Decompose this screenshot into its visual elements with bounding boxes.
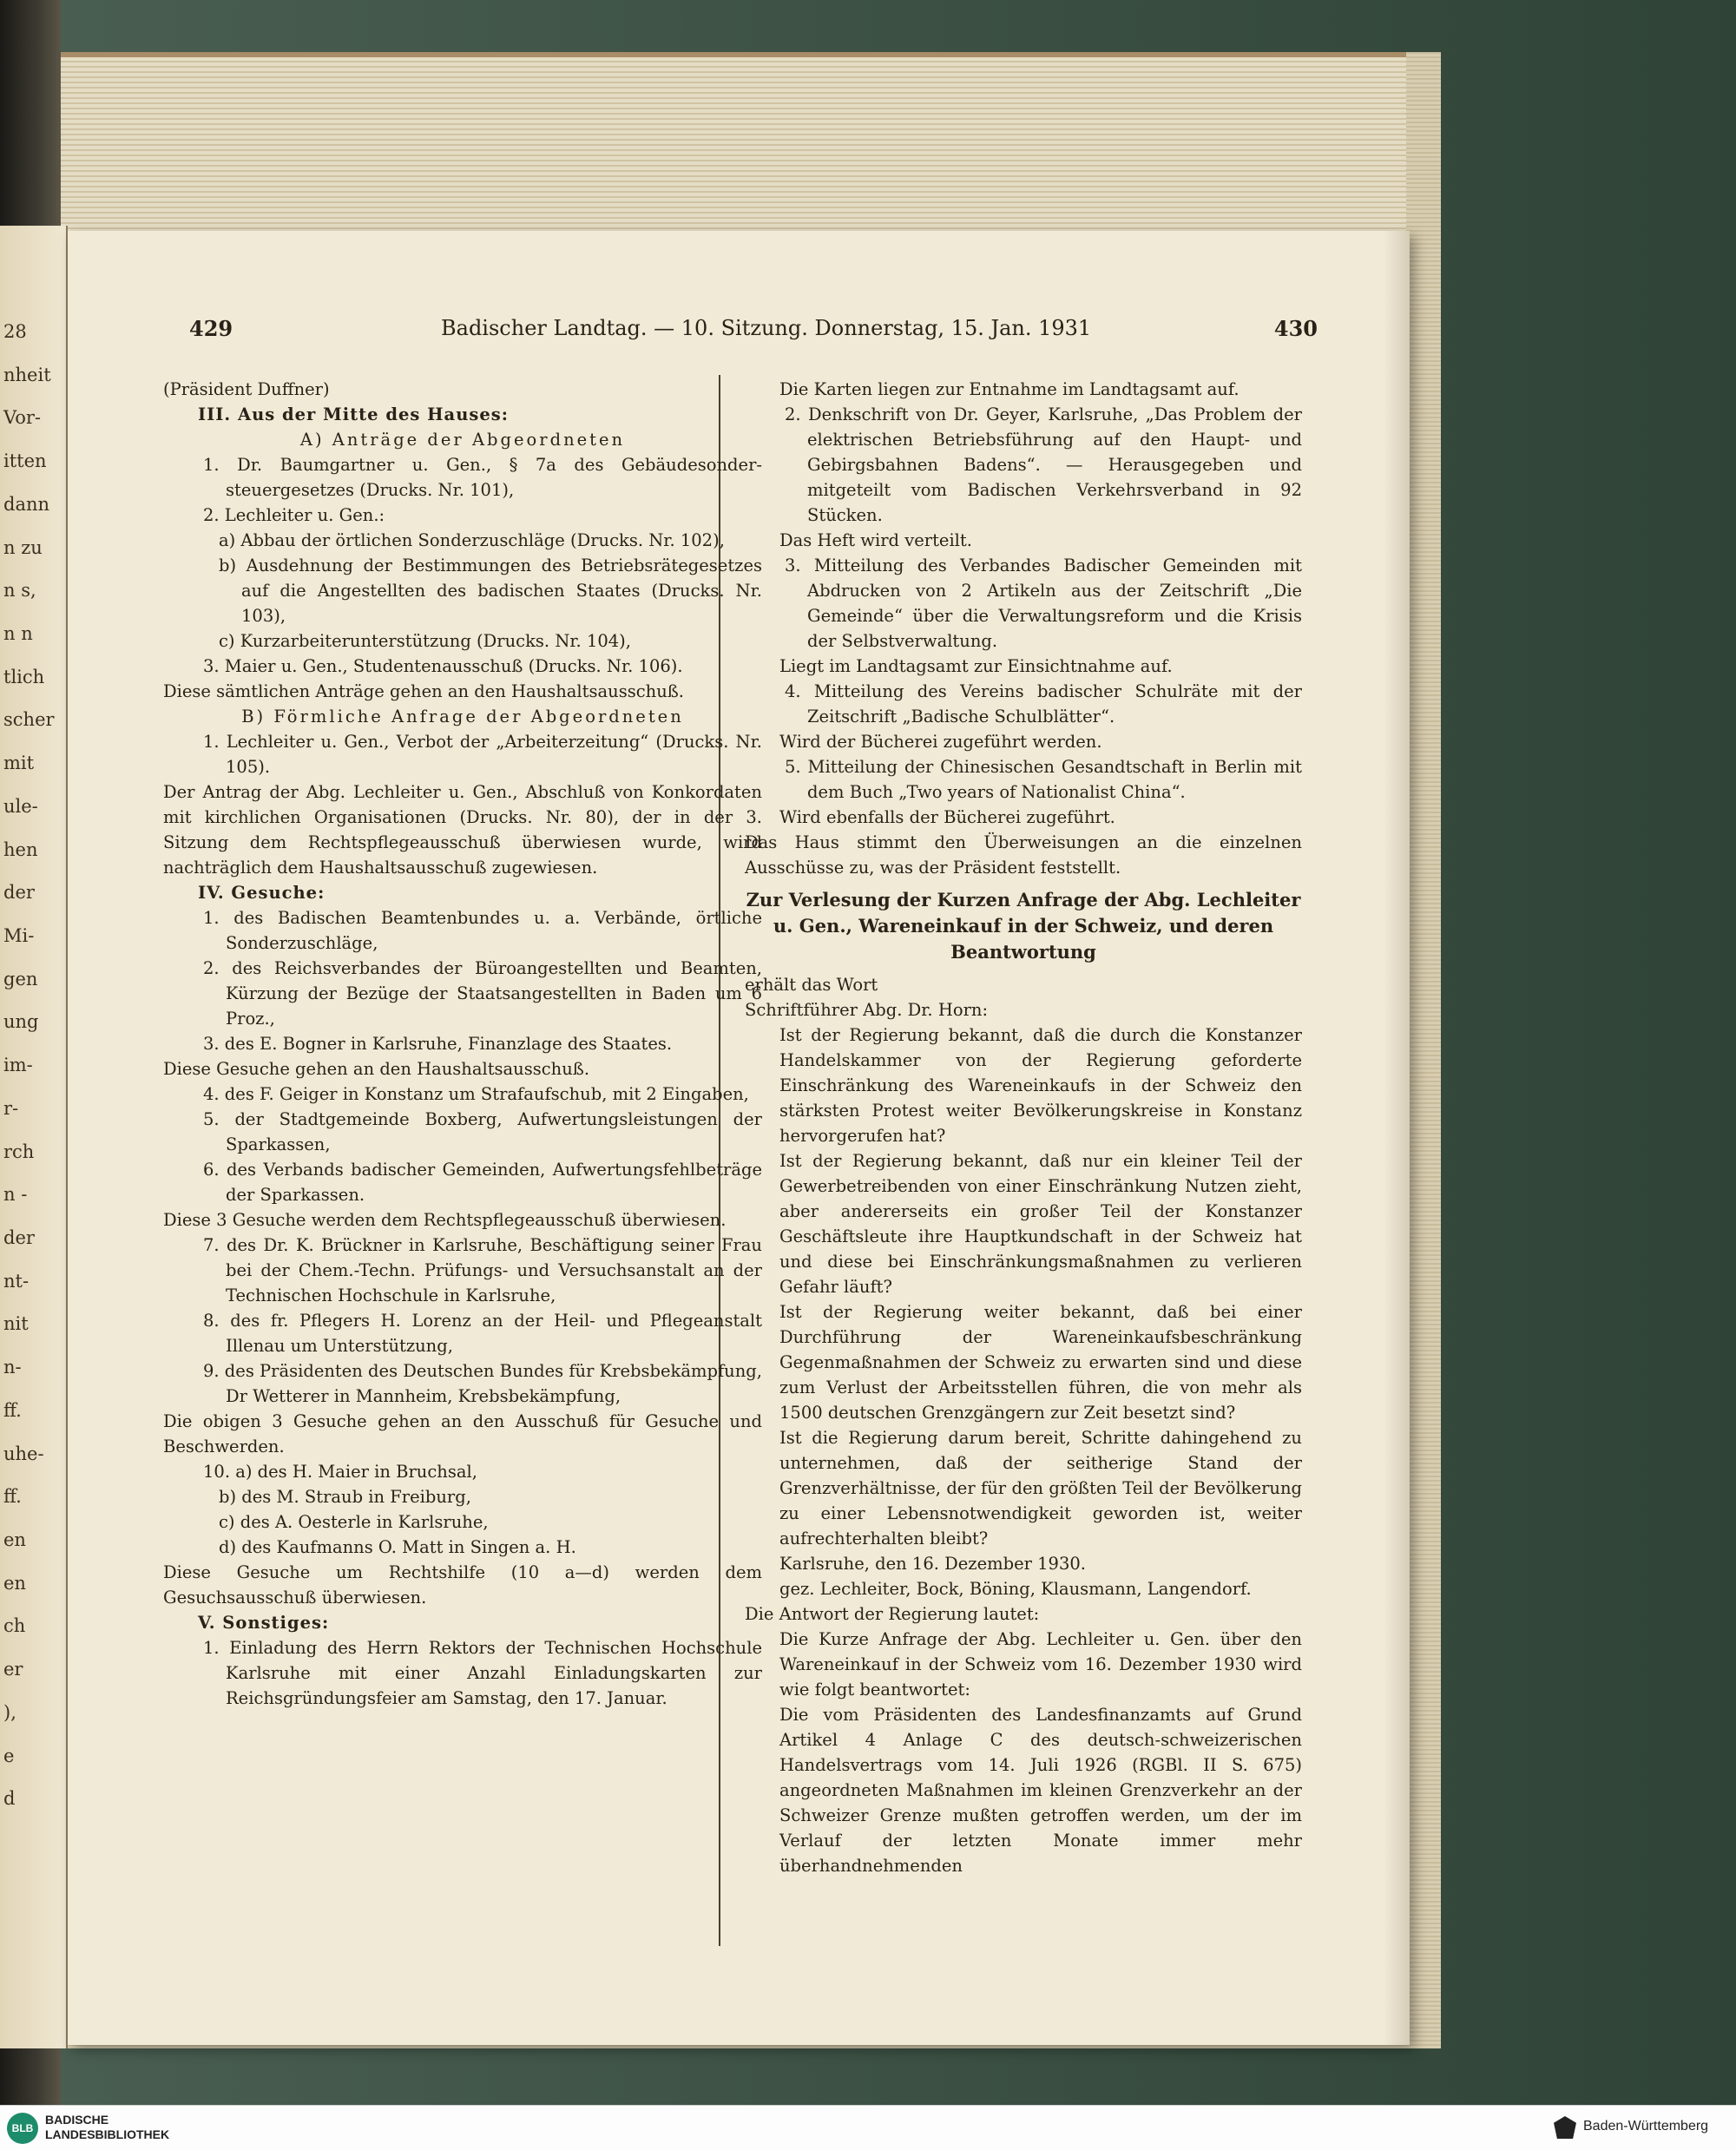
left-page-fragment: n n: [3, 623, 33, 644]
paragraph: 2. Lechleiter u. Gen.:: [203, 505, 385, 525]
paragraph: Diese sämtlichen Anträge gehen an den Haushaltsausschuß.: [163, 681, 684, 701]
paragraph: V. Sonstiges:: [198, 1613, 330, 1633]
paragraph: 3. Maier u. Gen., Studentenausschuß (Drucks. Nr. 106).: [203, 656, 683, 676]
paragraph: Die Karten liegen zur Entnahme im Landtagsamt auf.: [779, 379, 1240, 399]
paragraph: Die Kurze Anfrage der Abg. Lechleiter u. Gen. über den Wareneinkauf in der Schweiz vom 16. Dezember 1930 wird wie folgt beantwortet:: [779, 1629, 1302, 1700]
left-page-fragment: tlich: [3, 666, 45, 687]
page-number-left: 429: [189, 316, 233, 341]
right-column: [745, 377, 1302, 1878]
left-page-fragment: n s,: [3, 580, 36, 602]
library-name: [45, 2113, 169, 2142]
left-page-fragment: hen: [3, 838, 38, 860]
paragraph: 1. Lechleiter u. Gen., Verbot der „Arbeiterzeitung“ (Drucks. Nr. 105).: [203, 732, 762, 777]
paragraph: B) Förmliche Anfrage der Abgeordneten: [241, 707, 684, 727]
paragraph: 2. Denkschrift von Dr. Geyer, Karlsruhe, „Das Problem der elektrischen Betriebsführung auf den Haupt- und Gebirgsbahnen Badens“. — Herausgegeben und mitgeteilt vom Badischen Verkehrsverband in 92 Stücken.: [785, 404, 1302, 525]
paragraph: III. Aus der Mitte des Hauses:: [198, 404, 509, 424]
paragraph: A) Anträge der Abgeordneten: [299, 430, 626, 450]
left-page-fragment: nheit: [3, 364, 51, 385]
library-name-line2: LANDESBIBLIOTHEK: [45, 2127, 170, 2141]
paragraph: c) Kurzarbeiterunterstützung (Drucks. Nr. 104),: [219, 631, 631, 651]
paragraph: Das Heft wird verteilt.: [779, 530, 972, 550]
left-page-fragment: gen: [3, 968, 38, 990]
paragraph: Diese 3 Gesuche werden dem Rechtspflegeausschuß überwiesen.: [163, 1210, 727, 1230]
left-page-edge: [0, 226, 68, 2048]
paragraph: Karlsruhe, den 16. Dezember 1930.: [779, 1554, 1086, 1574]
blb-logo-icon: BLB: [7, 2113, 38, 2144]
left-page-fragment: Mi-: [3, 925, 35, 946]
left-page-fragment: ff.: [3, 1399, 22, 1421]
left-page-fragment: d: [3, 1788, 16, 1810]
paragraph: IV. Gesuche:: [198, 883, 326, 903]
paragraph: (Präsident Duffner): [163, 379, 330, 399]
left-column: [163, 377, 762, 1711]
paragraph: 2. des Reichsverbandes der Büroangestellten und Beamten, Kürzung der Bezüge der Staatsangestellten in Baden um 6 Proz.,: [203, 958, 762, 1029]
left-page-fragment: nt-: [3, 1270, 30, 1292]
left-page-fragment: scher: [3, 709, 55, 731]
paragraph: a) Abbau der örtlichen Sonderzuschläge (Drucks. Nr. 102),: [219, 530, 725, 550]
library-name-line1: BADISCHE: [45, 2113, 109, 2127]
paragraph: Schriftführer Abg. Dr. Horn:: [745, 1000, 989, 1020]
left-page-fragment: ule-: [3, 795, 38, 817]
paragraph: 4. des F. Geiger in Konstanz um Strafaufschub, mit 2 Eingaben,: [203, 1084, 749, 1104]
left-page-fragment: ),: [3, 1701, 16, 1723]
left-page-fragment: der: [3, 882, 35, 904]
paragraph: 10. a) des H. Maier in Bruchsal,: [203, 1462, 477, 1482]
left-page-fragment: n -: [3, 1184, 28, 1206]
left-page-fragment: itten: [3, 450, 47, 472]
paragraph: 3. Mitteilung des Verbandes Badischer Gemeinden mit Abdrucken von 2 Artikeln aus der Zeitschrift „Die Gemeinde“ über die Verwaltungsreform und die Krisis der Selbstverwaltung.: [785, 556, 1302, 651]
paragraph: 4. Mitteilung des Vereins badischer Schulräte mit der Zeitschrift „Badische Schulblätter“.: [785, 681, 1302, 727]
paragraph: Ist der Regierung bekannt, daß nur ein kleiner Teil der Gewerbetreibenden von einer Einschränkung Nutzen zieht, aber andererseits ein großer Teil der Konstanzer Geschäftsleute ihre Hauptkundschaft in der Schweiz hat und diese bei Einschränkungsmaßnahmen zu verlieren Gefahr läuft?: [779, 1151, 1302, 1297]
running-header: [189, 316, 1318, 351]
paragraph: Das Haus stimmt den Überweisungen an die einzelnen Ausschüsse zu, was der Präsident feststellt.: [745, 832, 1302, 878]
header-title: Badischer Landtag. — 10. Sitzung. Donnerstag, 15. Jan. 1931: [441, 316, 1092, 340]
paragraph: erhält das Wort: [745, 975, 878, 995]
paragraph: c) des A. Oesterle in Karlsruhe,: [219, 1512, 489, 1532]
paragraph: 7. des Dr. K. Brückner in Karlsruhe, Beschäftigung seiner Frau bei der Chem.-Techn. Prüfungs- und Versuchsanstalt an der Technischen Hochschule in Karlsruhe,: [203, 1235, 762, 1305]
bw-label: Baden-Württemberg: [1583, 2119, 1709, 2134]
left-page-fragment: rch: [3, 1141, 35, 1162]
paragraph: Ist der Regierung weiter bekannt, daß bei einer Durchführung der Wareneinkaufsbeschränkung Gegenmaßnahmen der Schweiz zu erwarten sind und diese zum Verlust der Arbeitsstellen führen, die von mehr als 1500 deutschen Grenzgängern zur Zeit besetzt sind?: [779, 1302, 1302, 1423]
paragraph: 9. des Präsidenten des Deutschen Bundes für Krebsbekämpfung, Dr Wetterer in Mannheim, Krebsbekämpfung,: [203, 1361, 762, 1406]
left-page-fragment: n zu: [3, 536, 43, 558]
left-page-fragment: der: [3, 1227, 35, 1248]
paragraph: Diese Gesuche um Rechtshilfe (10 a—d) werden dem Gesuchsausschuß überwiesen.: [163, 1562, 762, 1608]
left-page-fragment: ung: [3, 1011, 39, 1033]
paragraph: 1. des Badischen Beamtenbundes u. a. Verbände, örtliche Sonderzuschläge,: [203, 908, 762, 953]
paragraph: Liegt im Landtagsamt zur Einsichtnahme auf.: [779, 656, 1173, 676]
paragraph: Ist der Regierung bekannt, daß die durch die Konstanzer Handelskammer von der Regierung geforderte Einschränkung des Wareneinkaufs in der Schweiz den stärksten Protest weiter Bevölkerungskreise in Konstanz hervorgerufen hat?: [779, 1025, 1302, 1146]
left-page-fragment: 28: [3, 321, 27, 342]
left-page-fragment: en: [3, 1572, 26, 1594]
paragraph: 3. des E. Bogner in Karlsruhe, Finanzlage des Staates.: [203, 1034, 673, 1054]
left-page-fragment: ff.: [3, 1486, 22, 1508]
left-page-fragment: im-: [3, 1055, 33, 1076]
paragraph: Die vom Präsidenten des Landesfinanzamts auf Grund Artikel 4 Anlage C des deutsch-schweizerischen Handelsvertrags vom 14. Juli 1926 (RGBl. II S. 675) angeordneten Maßnahmen im kleinen Grenzverkehr an der Schweizer Grenze mußten getroffen werden, um der im Verlauf der letzten Monate immer mehr überhandnehmenden: [779, 1705, 1302, 1876]
paragraph: Wird der Bücherei zugeführt werden.: [779, 732, 1102, 752]
document-page: [68, 231, 1410, 2045]
paragraph: Diese Gesuche gehen an den Haushaltsausschuß.: [163, 1059, 590, 1079]
paragraph: 8. des fr. Pflegers H. Lorenz an der Heil- und Pflegeanstalt Illenau um Unterstützung,: [203, 1311, 762, 1356]
paragraph: Zur Verlesung der Kurzen Anfrage der Abg. Lechleiter u. Gen., Wareneinkauf in der Schweiz, und deren Beantwortung: [746, 889, 1301, 963]
paragraph: gez. Lechleiter, Bock, Böning, Klausmann, Langendorf.: [779, 1579, 1252, 1599]
paragraph: d) des Kaufmanns O. Matt in Singen a. H.: [219, 1537, 576, 1557]
paragraph: b) Ausdehnung der Bestimmungen des Betriebsrätegesetzes auf die Angestellten des badischen Staates (Drucks. Nr. 103),: [219, 556, 762, 626]
left-page-fragment: uhe-: [3, 1443, 44, 1464]
left-page-fragment: ch: [3, 1615, 26, 1637]
page-number-right: 430: [1273, 316, 1318, 341]
book-top-edge: [0, 52, 1406, 231]
paragraph: Der Antrag der Abg. Lechleiter u. Gen., Abschluß von Konkordaten mit kirchlichen Organisationen (Drucks. Nr. 80), der in der 3. Sitzung dem Rechtspflegeausschuß überwiesen wurde, wird nachträglich dem Haushaltsausschuß zugewiesen.: [163, 782, 762, 878]
left-page-fragment: er: [3, 1659, 23, 1680]
footer-bar: [0, 2105, 1736, 2150]
left-page-fragment: mit: [3, 753, 35, 774]
left-page-fragment: e: [3, 1745, 15, 1766]
paragraph: Ist die Regierung darum bereit, Schritte dahingehend zu unternehmen, daß der seitherige Stand der Grenzverhältnisse, der für den größten Teil der Bevölkerung zu einer Lebensnotwendigkeit geworden ist, weiter aufrechterhalten bleibt?: [779, 1428, 1302, 1548]
left-page-fragment: en: [3, 1529, 26, 1550]
bw-crest-icon: [1554, 2116, 1576, 2139]
left-page-fragment: Vor-: [3, 407, 42, 429]
paragraph: 5. der Stadtgemeinde Boxberg, Aufwertungsleistungen der Sparkassen,: [203, 1109, 762, 1154]
paragraph: 6. des Verbands badischer Gemeinden, Aufwertungsfehlbeträge der Sparkassen.: [203, 1160, 762, 1205]
left-page-fragment: nit: [3, 1313, 29, 1335]
paragraph: 1. Dr. Baumgartner u. Gen., § 7a des Gebäudesondersteuergesetzes (Drucks. Nr. 101),: [203, 455, 762, 500]
paragraph: 5. Mitteilung der Chinesischen Gesandtschaft in Berlin mit dem Buch „Two years of Nationalist China“.: [785, 757, 1302, 802]
paragraph: 1. Einladung des Herrn Rektors der Technischen Hochschule Karlsruhe mit einer Anzahl Einladungskarten zur Reichsgründungsfeier am Samstag, den 17. Januar.: [203, 1638, 762, 1708]
paragraph: b) des M. Straub in Freiburg,: [219, 1487, 471, 1507]
left-page-fragment: dann: [3, 493, 50, 515]
page-edge-shade: [1384, 231, 1410, 2045]
paragraph: Die obigen 3 Gesuche gehen an den Ausschuß für Gesuche und Beschwerden.: [163, 1411, 762, 1456]
paragraph: Die Antwort der Regierung lautet:: [745, 1604, 1040, 1624]
left-page-fragment: n-: [3, 1357, 22, 1378]
left-page-fragment: r-: [3, 1097, 19, 1119]
paragraph: Wird ebenfalls der Bücherei zugeführt.: [779, 807, 1115, 827]
